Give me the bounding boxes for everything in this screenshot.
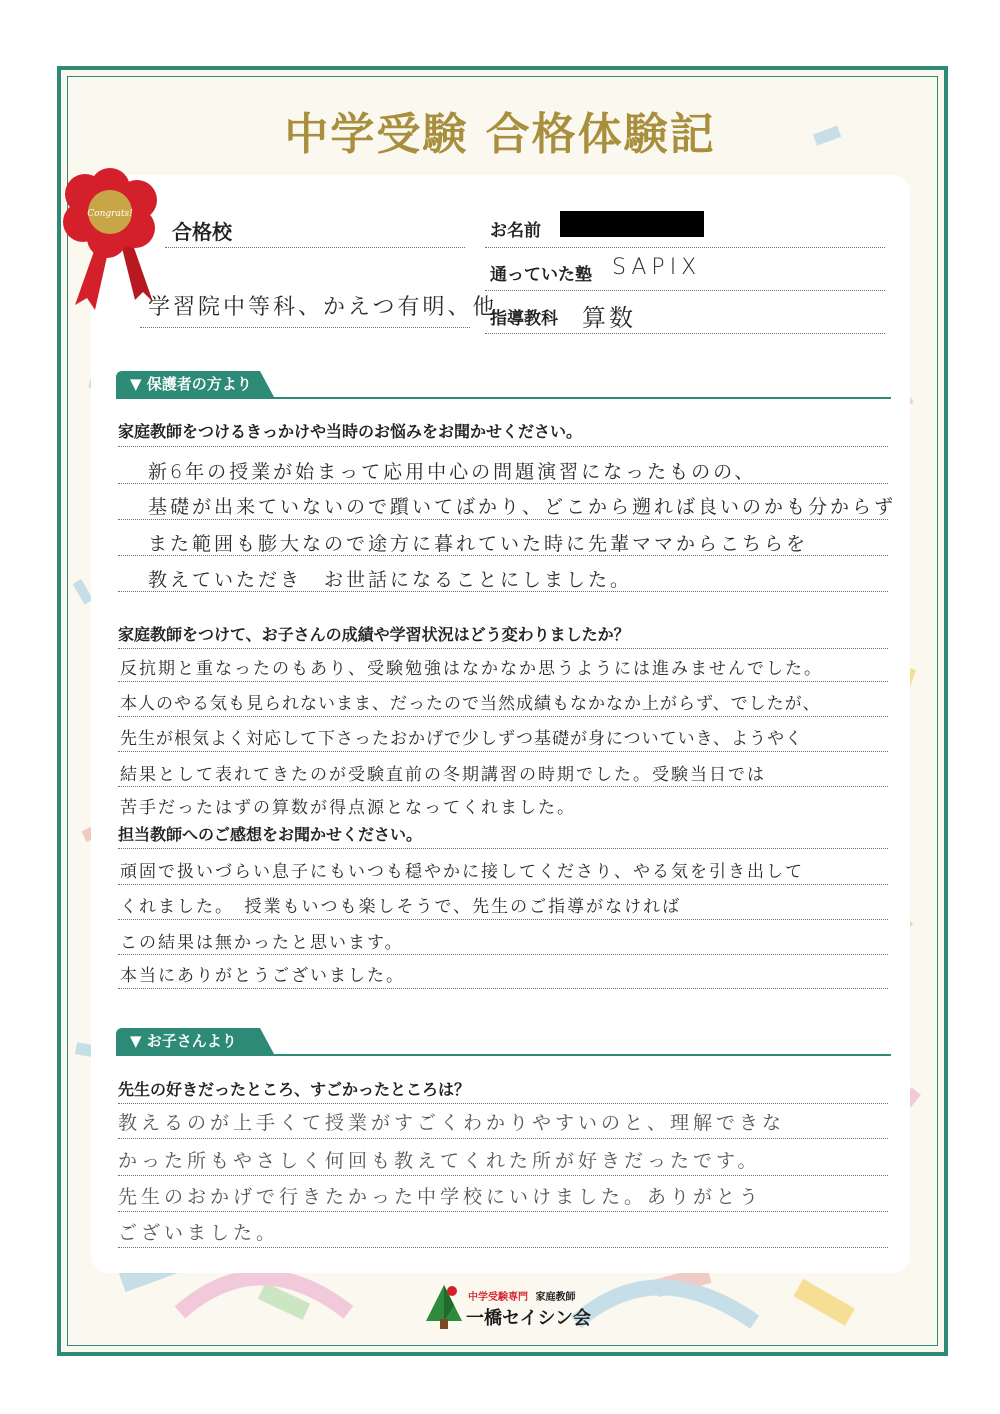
congrats-ribbon-icon [55,160,165,310]
parent-answer-3-line-3: この結果は無かったと思います。 [120,933,404,953]
ribbon-text: Congrats! [87,209,133,219]
school-value-rule [140,327,470,328]
parent-answer-2-line-3: 先生が根気よく対応して下さったおかげで少しずつ基礎が身についていき、ようやく [120,729,803,749]
footer-tagline [468,1288,575,1303]
answer-rule [118,648,888,649]
answer-rule [118,446,888,447]
child-question-1: 先生の好きだったところ、すごかったところは？ [118,1080,471,1099]
answer-rule [118,1138,888,1139]
name-label: お名前 [490,221,541,241]
answer-rule [118,483,888,484]
footer-tagline-a: 中学受験専門 [468,1292,528,1303]
school-value: 学習院中等科、かえつ有明、他 [148,295,498,320]
child-answer-1-line-3: 先生のおかげで行きたかった中学校にいけました。ありがとう [118,1186,763,1208]
answer-rule [118,1211,888,1212]
parent-answer-1-line-1: 新6年の授業が始まって応用中心の問題演習になったものの、 [148,461,757,483]
parent-question-1: 家庭教師をつけるきっかけや当時のお悩みをお聞かせください。 [118,422,583,441]
answer-rule [118,555,888,556]
tree-logo-icon [424,1283,464,1331]
school-label-rule [165,247,465,248]
parent-answer-3-line-4: 本当にありがとうございました。 [120,966,405,986]
parent-answer-2-line-5: 苦手だったはずの算数が得点源となってくれました。 [120,798,576,818]
child-answer-1-line-2: かった所もやさしく何回も教えてくれた所が好きだったです。 [118,1150,761,1172]
answer-rule [118,848,888,849]
child-answer-1-line-4: ございました。 [118,1222,280,1244]
child-section-tab: ▼ お子さんより [116,1028,260,1054]
juku-value: SAPIX [612,255,702,280]
answer-rule [118,1247,888,1248]
parent-answer-2-line-4: 結果として表れてきたのが受験直前の冬期講習の時期でした。受験当日では [120,765,766,785]
juku-label: 通っていた塾 [490,265,592,285]
answer-rule [118,681,888,682]
answer-rule [118,1175,888,1176]
school-label: 合格校 [172,220,232,244]
subject-rule [485,333,885,334]
parent-section-tab: ▼ 保護者の方より [116,371,260,397]
parent-answer-3-line-1: 頑固で扱いづらい息子にもいつも穏やかに接してくださり、やる気を引き出して [120,862,804,882]
footer-tagline-b: 家庭教師 [535,1292,576,1303]
answer-rule [118,884,888,885]
answer-rule [118,751,888,752]
name-rule [485,247,885,248]
parent-answer-1-line-4: 教えていただき お世話になることにしました。 [148,569,633,591]
parent-answer-2-line-1: 反抗期と重なったのもあり、受験勉強はなかなか思うようには進みませんでした。 [120,659,823,679]
answer-rule [118,519,888,520]
juku-rule [485,290,885,291]
answer-rule [118,786,888,787]
page-title: 中学受験 合格体験記 [284,109,716,160]
child-section-line [116,1054,891,1056]
subject-value: 算数 [582,304,636,332]
answer-rule [118,1103,888,1104]
answer-rule [118,988,888,989]
name-redaction [560,211,704,237]
answer-rule [118,591,888,592]
answer-rule [118,919,888,920]
parent-section-line [116,397,891,399]
parent-answer-2-line-2: 本人のやる気も見られないまま、だったので当然成績もなかなか上がらず、でしたが、 [120,694,821,714]
footer-brand: 一橋セイシン会 [466,1308,592,1329]
parent-answer-3-line-2: くれました。 授業もいつも楽しそうで、先生のご指導がなければ [120,897,682,917]
parent-answer-1-line-3: また範囲も膨大なので途方に暮れていた時に先輩ママからこちらを [148,533,809,555]
parent-question-3: 担当教師へのご感想をお聞かせください。 [118,825,423,844]
answer-rule [118,954,888,955]
parent-answer-1-line-2: 基礎が出来ていないので躓いてばかり、どこから遡れば良いのかも分からず [148,496,897,518]
parent-question-2: 家庭教師をつけて、お子さんの成績や学習状況はどう変わりましたか？ [118,625,630,644]
answer-rule [118,716,888,717]
subject-label: 指導教科 [490,309,558,329]
child-answer-1-line-1: 教えるのが上手くて授業がすごくわかりやすいのと、理解できな [118,1112,786,1134]
